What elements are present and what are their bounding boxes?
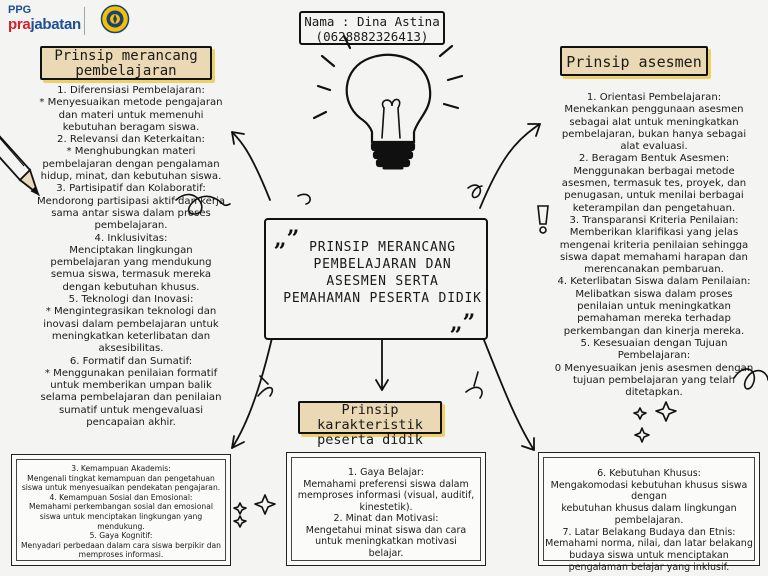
close-quote-mark: „”: [450, 310, 476, 336]
student-id: (0628882326413): [315, 29, 429, 44]
central-title: PRINSIP MERANCANG PEMBELAJARAN DAN ASESMEN SERTA PEMAHAMAN PESERTA DIDIK: [283, 240, 482, 306]
right-section-title: Prinsip asesmen: [560, 46, 708, 76]
arrow-to-right-title-icon: [480, 124, 540, 208]
lightbulb-icon: [314, 36, 462, 168]
arrow-to-right-card-icon: [484, 340, 534, 450]
arrow-down-center-icon: [376, 338, 388, 390]
card-text: 6. Kebutuhan Khusus: Mengakomodasi kebutuhan khusus siswa dengan kebutuhan khusus dalam lingkungan pembelajaran. 7. Latar Belakang Budaya dan Etnis: Memahami norma, nilai, dan latar belakang budaya siswa untuk menciptakan pengalaman belajar yang inklusif.: [545, 468, 753, 573]
arrow-to-left-title-icon: [232, 132, 270, 200]
pencil-icon: [0, 130, 38, 194]
card-inner-border: [16, 459, 226, 561]
logo-jabatan-text: jabatan: [30, 16, 81, 33]
card-inner-border: [291, 457, 481, 561]
student-characteristics-card-left: [11, 454, 231, 566]
logo-pra-text: pra: [8, 16, 31, 33]
arrow-to-left-card-icon: [232, 338, 272, 448]
bottom-section-title: Prinsip karakteristik peserta didik: [298, 401, 442, 434]
student-name: Nama : Dina Astina: [304, 14, 440, 29]
right-section-text: 1. Orientasi Pembelajaran: Menekankan penggunaan asesmen sebagai alat untuk meningkatkan pembelajaran, bukan hanya sebagai alat evaluasi. 2. Beragam Bentuk Asesmen: Menggunakan berbagai metode asesmen, termasuk tes, proyek, dan penugasan, untuk menilai berbagai keterampilan dan pengetahuan. 3. Transparansi Kriteria Penilaian: Memberikan klarifikasi yang jelas mengenai kriteria penilaian sehingga siswa dapat memahami harapan dan merencanakan pembaruan. 4. Keterlibatan Siswa dalam Penilaian: Melibatkan siswa dalam proses penilaian untuk meningkatkan pemahaman mereka terhadap perkembangan dan kinerja mereka. 5. Kesesuaian dengan Tujuan Pembelajaran: 0 Menyesuaikan jenis asesmen dengan tujuan pembelajaran yang telah ditetapkan.: [554, 92, 754, 399]
card-inner-border: [543, 457, 755, 573]
left-section-title: Prinsip merancang pembelajaran: [40, 46, 212, 80]
student-characteristics-card-right: [538, 452, 760, 573]
left-section-text: 1. Diferensiasi Pembelajaran: * Menyesuaikan metode pengajaran dan materi untuk memenuhi kebutuhan beragam siswa. 2. Relevansi dan Keterkaitan: * Menghubungkan materi pembelajaran dengan pengalaman hidup, minat, dan kebutuhan siswa. 3. Partisipatif dan Kolaboratif: Mendorong partisipasi aktif dan kerja sama antar siswa dalam proses pembelajaran. 4. Inklusivitas: Menciptakan lingkungan pembelajaran yang mendukung semua siswa, termasuk mereka dengan kebutuhan khusus. 5. Teknologi dan Inovasi: * Mengintegrasikan teknologi dan inovasi dalam pembelajaran untuk meningkatkan keterlibatan dan aksesibilitas. 6. Formatif dan Sumatif: * Menggunakan penilaian formatif untuk memberikan umpan balik selama pembelajaran dan penilaian sumatif untuk mengevaluasi pencapaian akhir.: [36, 85, 226, 429]
exclamation-icon: [538, 206, 548, 233]
card-text: 1. Gaya Belajar: Memahami preferensi siswa dalam memproses informasi (visual, auditif, kinestetik). 2. Minat dan Motivasi: Mengetahui minat siswa dan cara untuk meningkatkan motivasi belajar.: [297, 467, 475, 559]
open-quote-mark: „”: [274, 226, 300, 252]
logo-ppg-text: PPG: [8, 4, 32, 16]
card-text: 3. Kemampuan Akademis: Mengenali tingkat kemampuan dan pengetahuan siswa untuk menyesuaikan pendekatan pengajaran. 4. Kemampuan Sosial dan Emosional: Memahami perkembangan sosial dan emosional siswa untuk menciptakan lingkungan yang mendukung. 5. Gaya Kognitif: Menyadari perbedaan dalam cara siswa berpikir dan memproses informasi.: [20, 464, 221, 560]
student-characteristics-card-center: [286, 452, 486, 566]
